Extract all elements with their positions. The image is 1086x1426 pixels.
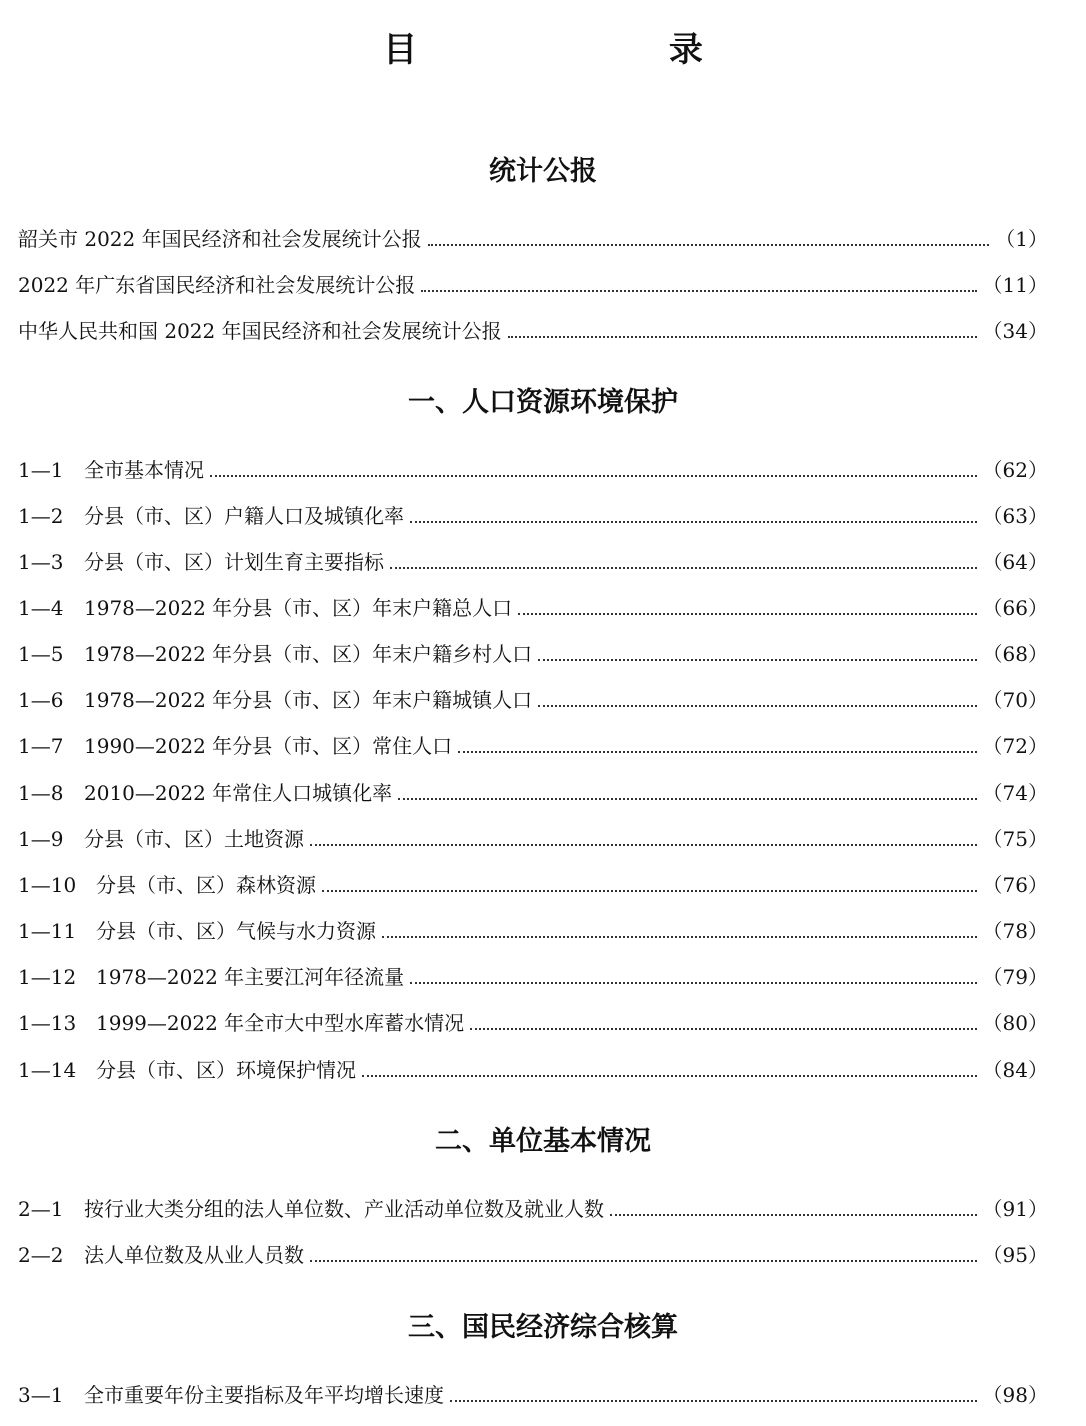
toc-entry-code: 3—1 [18, 1383, 64, 1407]
toc-entry-page: （34） [982, 319, 1048, 343]
toc-entry[interactable] [18, 1008, 1048, 1038]
toc-entry-title: 1978—2022 年分县（市、区）年末户籍总人口 [84, 596, 513, 620]
toc-entry[interactable] [18, 593, 1048, 623]
toc-entry-title: 全市重要年份主要指标及年平均增长速度 [84, 1383, 444, 1407]
toc-entry-page: （84） [982, 1058, 1048, 1082]
toc-entry-title: 分县（市、区）环境保护情况 [96, 1058, 356, 1082]
toc-entry-code: 1—5 [18, 642, 64, 666]
dot-leader [518, 613, 976, 615]
toc-entry-code: 1—8 [18, 781, 64, 805]
toc-entry[interactable] [18, 270, 1048, 300]
toc-entry-title: 2010—2022 年常住人口城镇化率 [84, 781, 393, 805]
toc-entry-page: （62） [982, 458, 1048, 482]
toc-entry-page: （95） [982, 1243, 1048, 1267]
toc-entry[interactable] [18, 1055, 1048, 1085]
toc-entry[interactable] [18, 870, 1048, 900]
toc-entry-page: （11） [982, 273, 1048, 297]
toc-entry-title: 按行业大类分组的法人单位数、产业活动单位数及就业人数 [84, 1197, 604, 1221]
toc-entry-page: （70） [982, 688, 1048, 712]
toc-entry-code: 1—10 [18, 873, 77, 897]
dot-leader [322, 890, 977, 892]
toc-entry-code: 1—1 [18, 458, 64, 482]
toc-entry-page: （98） [982, 1383, 1048, 1407]
toc-entry-page: （76） [982, 873, 1048, 897]
dot-leader [410, 521, 977, 523]
dot-leader [610, 1214, 977, 1216]
dot-leader [398, 798, 976, 800]
toc-entry[interactable] [18, 316, 1048, 346]
toc-entry-title: 韶关市 2022 年国民经济和社会发展统计公报 [18, 227, 422, 251]
toc-entry-title: 1990—2022 年分县（市、区）常住人口 [84, 734, 453, 758]
dot-leader [390, 567, 977, 569]
toc-entry-title: 2022 年广东省国民经济和社会发展统计公报 [18, 273, 416, 297]
toc-entry-code: 1—2 [18, 504, 64, 528]
dot-leader [421, 290, 976, 292]
toc-entry[interactable] [18, 639, 1048, 669]
toc-entry-title: 分县（市、区）户籍人口及城镇化率 [84, 504, 404, 528]
toc-entry-code: 1—6 [18, 688, 64, 712]
dot-leader [362, 1075, 977, 1077]
dot-leader [410, 982, 976, 984]
toc-entry-code: 1—3 [18, 550, 64, 574]
dot-leader [310, 844, 977, 846]
toc-entry-page: （80） [982, 1011, 1048, 1035]
section-heading-units: 二、单位基本情况 [435, 1126, 651, 1157]
toc-entry-code: 1—7 [18, 734, 64, 758]
toc-entry-page: （74） [982, 781, 1048, 805]
toc-entry[interactable] [18, 501, 1048, 531]
toc-entry[interactable] [18, 778, 1048, 808]
toc-entry-page: （79） [982, 965, 1048, 989]
toc-entry-title: 分县（市、区）气候与水力资源 [96, 919, 376, 943]
toc-entry-page: （66） [982, 596, 1048, 620]
toc-entry-page: （91） [982, 1197, 1048, 1221]
toc-entry-title: 分县（市、区）森林资源 [96, 873, 316, 897]
dot-leader [310, 1260, 977, 1262]
toc-entry-title: 中华人民共和国 2022 年国民经济和社会发展统计公报 [18, 319, 502, 343]
toc-entry[interactable] [18, 224, 1048, 254]
toc-entry-title: 法人单位数及从业人员数 [84, 1243, 304, 1267]
toc-entry-code: 1—11 [18, 919, 77, 943]
page-title: 目 录 [383, 30, 823, 70]
toc-entry-title: 1978—2022 年主要江河年径流量 [96, 965, 405, 989]
toc-entry-page: （78） [982, 919, 1048, 943]
toc-entry-code: 1—4 [18, 596, 64, 620]
section-heading-accounts: 三、国民经济综合核算 [408, 1312, 678, 1343]
toc-entry[interactable] [18, 1380, 1048, 1410]
section-heading-bulletin: 统计公报 [489, 156, 597, 187]
toc-entry[interactable] [18, 1194, 1048, 1224]
toc-entry[interactable] [18, 962, 1048, 992]
dot-leader [470, 1028, 976, 1030]
toc-entry-code: 1—12 [18, 965, 77, 989]
toc-entry-page: （1） [995, 227, 1048, 251]
toc-entry-title: 分县（市、区）计划生育主要指标 [84, 550, 384, 574]
dot-leader [210, 475, 977, 477]
toc-entry-code: 1—9 [18, 827, 64, 851]
dot-leader [508, 336, 977, 338]
toc-entry-title: 1978—2022 年分县（市、区）年末户籍乡村人口 [84, 642, 533, 666]
toc-entry-page: （64） [982, 550, 1048, 574]
toc-entry-page: （68） [982, 642, 1048, 666]
toc-entry-code: 1—14 [18, 1058, 77, 1082]
section-heading-population: 一、人口资源环境保护 [408, 387, 678, 418]
toc-entry-title: 分县（市、区）土地资源 [84, 827, 304, 851]
toc-entry-title: 1978—2022 年分县（市、区）年末户籍城镇人口 [84, 688, 533, 712]
toc-entry[interactable] [18, 731, 1048, 761]
dot-leader [538, 705, 976, 707]
dot-leader [458, 751, 976, 753]
dot-leader [538, 659, 976, 661]
toc-entry[interactable] [18, 916, 1048, 946]
toc-entry-page: （75） [982, 827, 1048, 851]
toc-entry[interactable] [18, 1240, 1048, 1270]
toc-entry-page: （72） [982, 734, 1048, 758]
toc-entry[interactable] [18, 685, 1048, 715]
toc-entry[interactable] [18, 455, 1048, 485]
toc-entry-code: 2—2 [18, 1243, 64, 1267]
toc-entry-page: （63） [982, 504, 1048, 528]
toc-entry-code: 2—1 [18, 1197, 64, 1221]
toc-entry[interactable] [18, 547, 1048, 577]
dot-leader [428, 244, 990, 246]
toc-entry-title: 全市基本情况 [84, 458, 204, 482]
toc-entry[interactable] [18, 824, 1048, 854]
dot-leader [382, 936, 977, 938]
dot-leader [450, 1400, 977, 1402]
toc-entry-title: 1999—2022 年全市大中型水库蓄水情况 [96, 1011, 465, 1035]
toc-entry-code: 1—13 [18, 1011, 77, 1035]
